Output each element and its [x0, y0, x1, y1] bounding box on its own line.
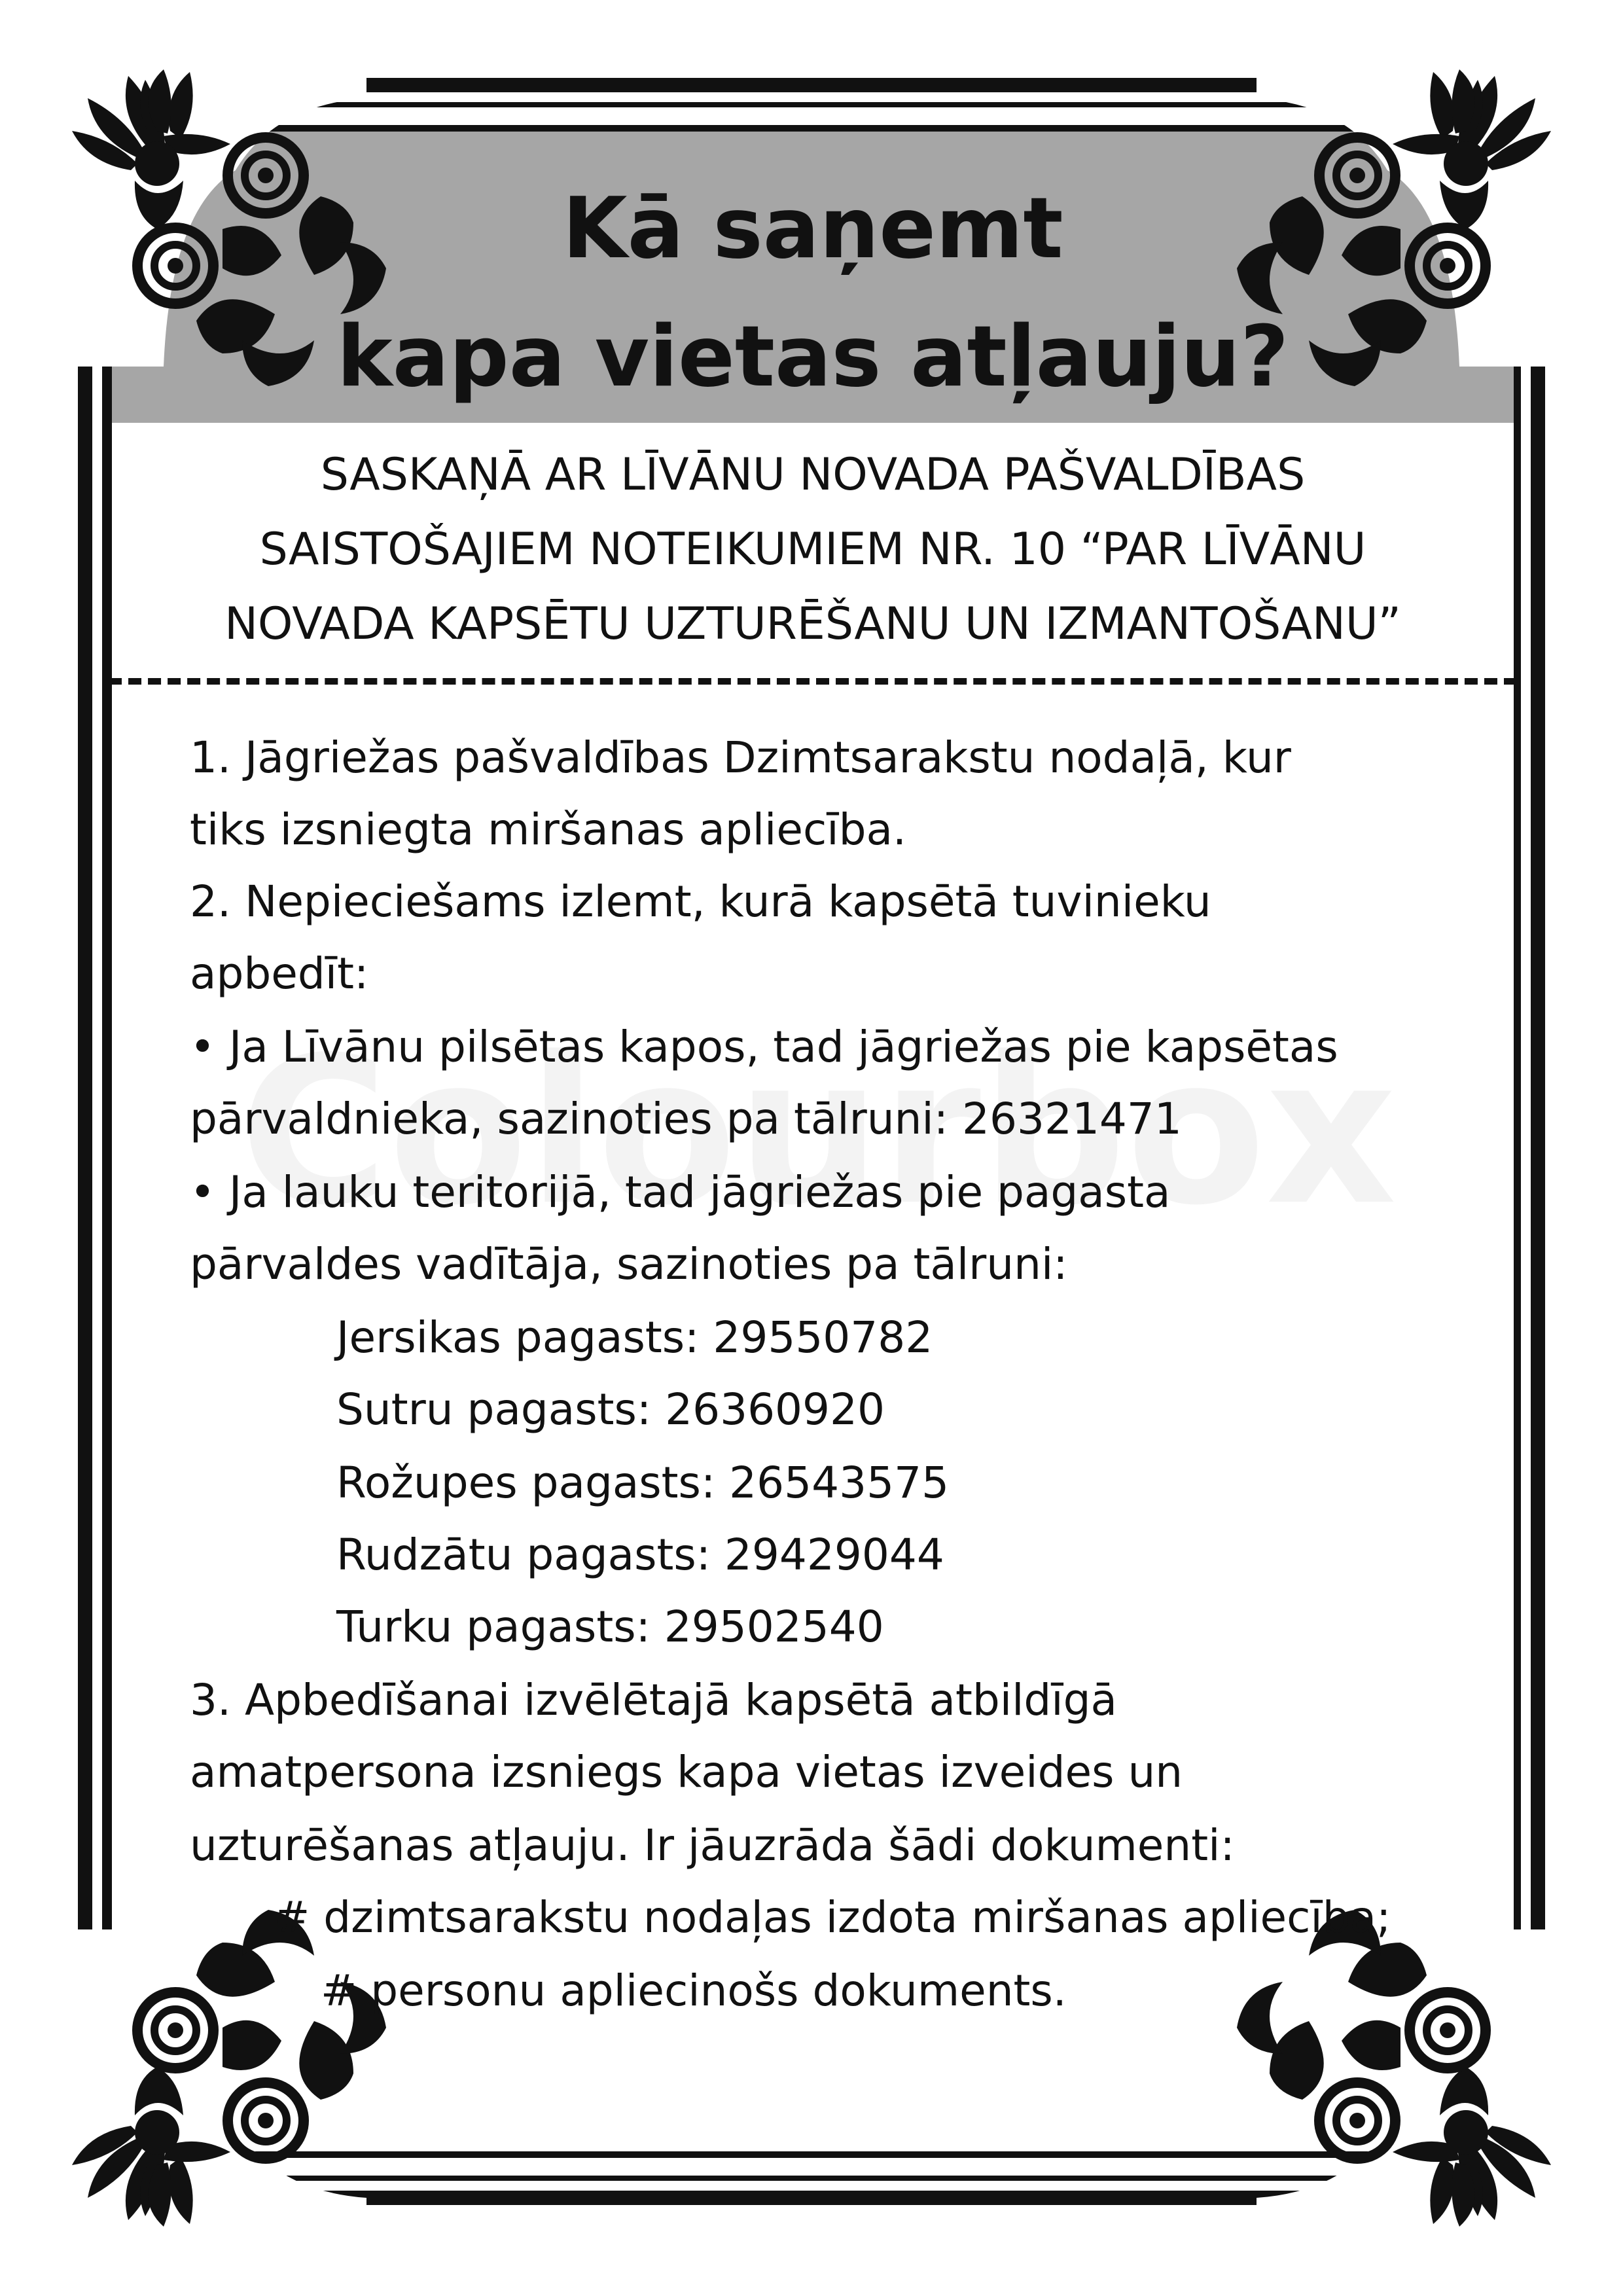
- document-item-1: # dzimtsarakstu nodaļas izdota miršanas apliecība;: [274, 1892, 1391, 1943]
- step-1-line-2: tiks izsniegta miršanas apliecība.: [190, 804, 906, 855]
- parish-phone-item: Jersikas pagasts: 29550782: [336, 1312, 933, 1363]
- corner-ornament-bottom-right-icon: [1257, 1929, 1558, 2231]
- subtitle-line-3: NOVADA KAPSĒTU UZTURĒŠANU UN IZMANTOŠANU”: [224, 598, 1401, 650]
- parish-phone-item: Sutru pagasts: 26360920: [336, 1384, 885, 1435]
- parish-phone-item: Turku pagasts: 29502540: [336, 1602, 884, 1652]
- step-1-line-1: 1. Jāgriežas pašvaldības Dzimtsarakstu nodaļā, kur: [190, 732, 1291, 783]
- step-2-line-2: apbedīt:: [190, 948, 369, 999]
- dashed-divider: [109, 678, 1517, 685]
- step-3-line-2: amatpersona izsniegs kapa vietas izveides un: [190, 1747, 1183, 1797]
- bullet-rural-line-2: pārvaldes vadītāja, sazinoties pa tālruni:: [190, 1239, 1068, 1289]
- document-item-2: # personu apliecinošs dokuments.: [321, 1965, 1067, 2016]
- step-2-line-1: 2. Nepieciešams izlemt, kurā kapsētā tuvinieku: [190, 876, 1211, 927]
- page-title-line-1: Kā saņemt: [562, 180, 1063, 278]
- bullet-city-line-2: pārvaldnieka, sazinoties pa tālruni: 26321471: [190, 1094, 1182, 1144]
- step-3-line-1: 3. Apbedīšanai izvēlētajā kapsētā atbildīgā: [190, 1675, 1117, 1725]
- parish-phone-item: Rudzātu pagasts: 29429044: [336, 1530, 944, 1580]
- parish-phone-item: Rožupes pagasts: 26543575: [336, 1458, 950, 1508]
- bullet-rural-line-1: • Ja lauku teritorijā, tad jāgriežas pie pagasta: [190, 1167, 1171, 1217]
- bullet-city-line-1: • Ja Līvānu pilsētas kapos, tad jāgriežas pie kapsētas: [190, 1022, 1338, 1072]
- subtitle-line-1: SASKAŅĀ AR LĪVĀNU NOVADA PAŠVALDĪBAS: [320, 449, 1306, 501]
- subtitle-line-2: SAISTOŠAJIEM NOTEIKUMIEM NR. 10 “PAR LĪVĀNU: [259, 524, 1366, 575]
- step-3-line-3: uzturēšanas atļauju. Ir jāuzrāda šādi dokumenti:: [190, 1820, 1235, 1871]
- page-title-line-2: kapa vietas atļauju?: [336, 308, 1289, 406]
